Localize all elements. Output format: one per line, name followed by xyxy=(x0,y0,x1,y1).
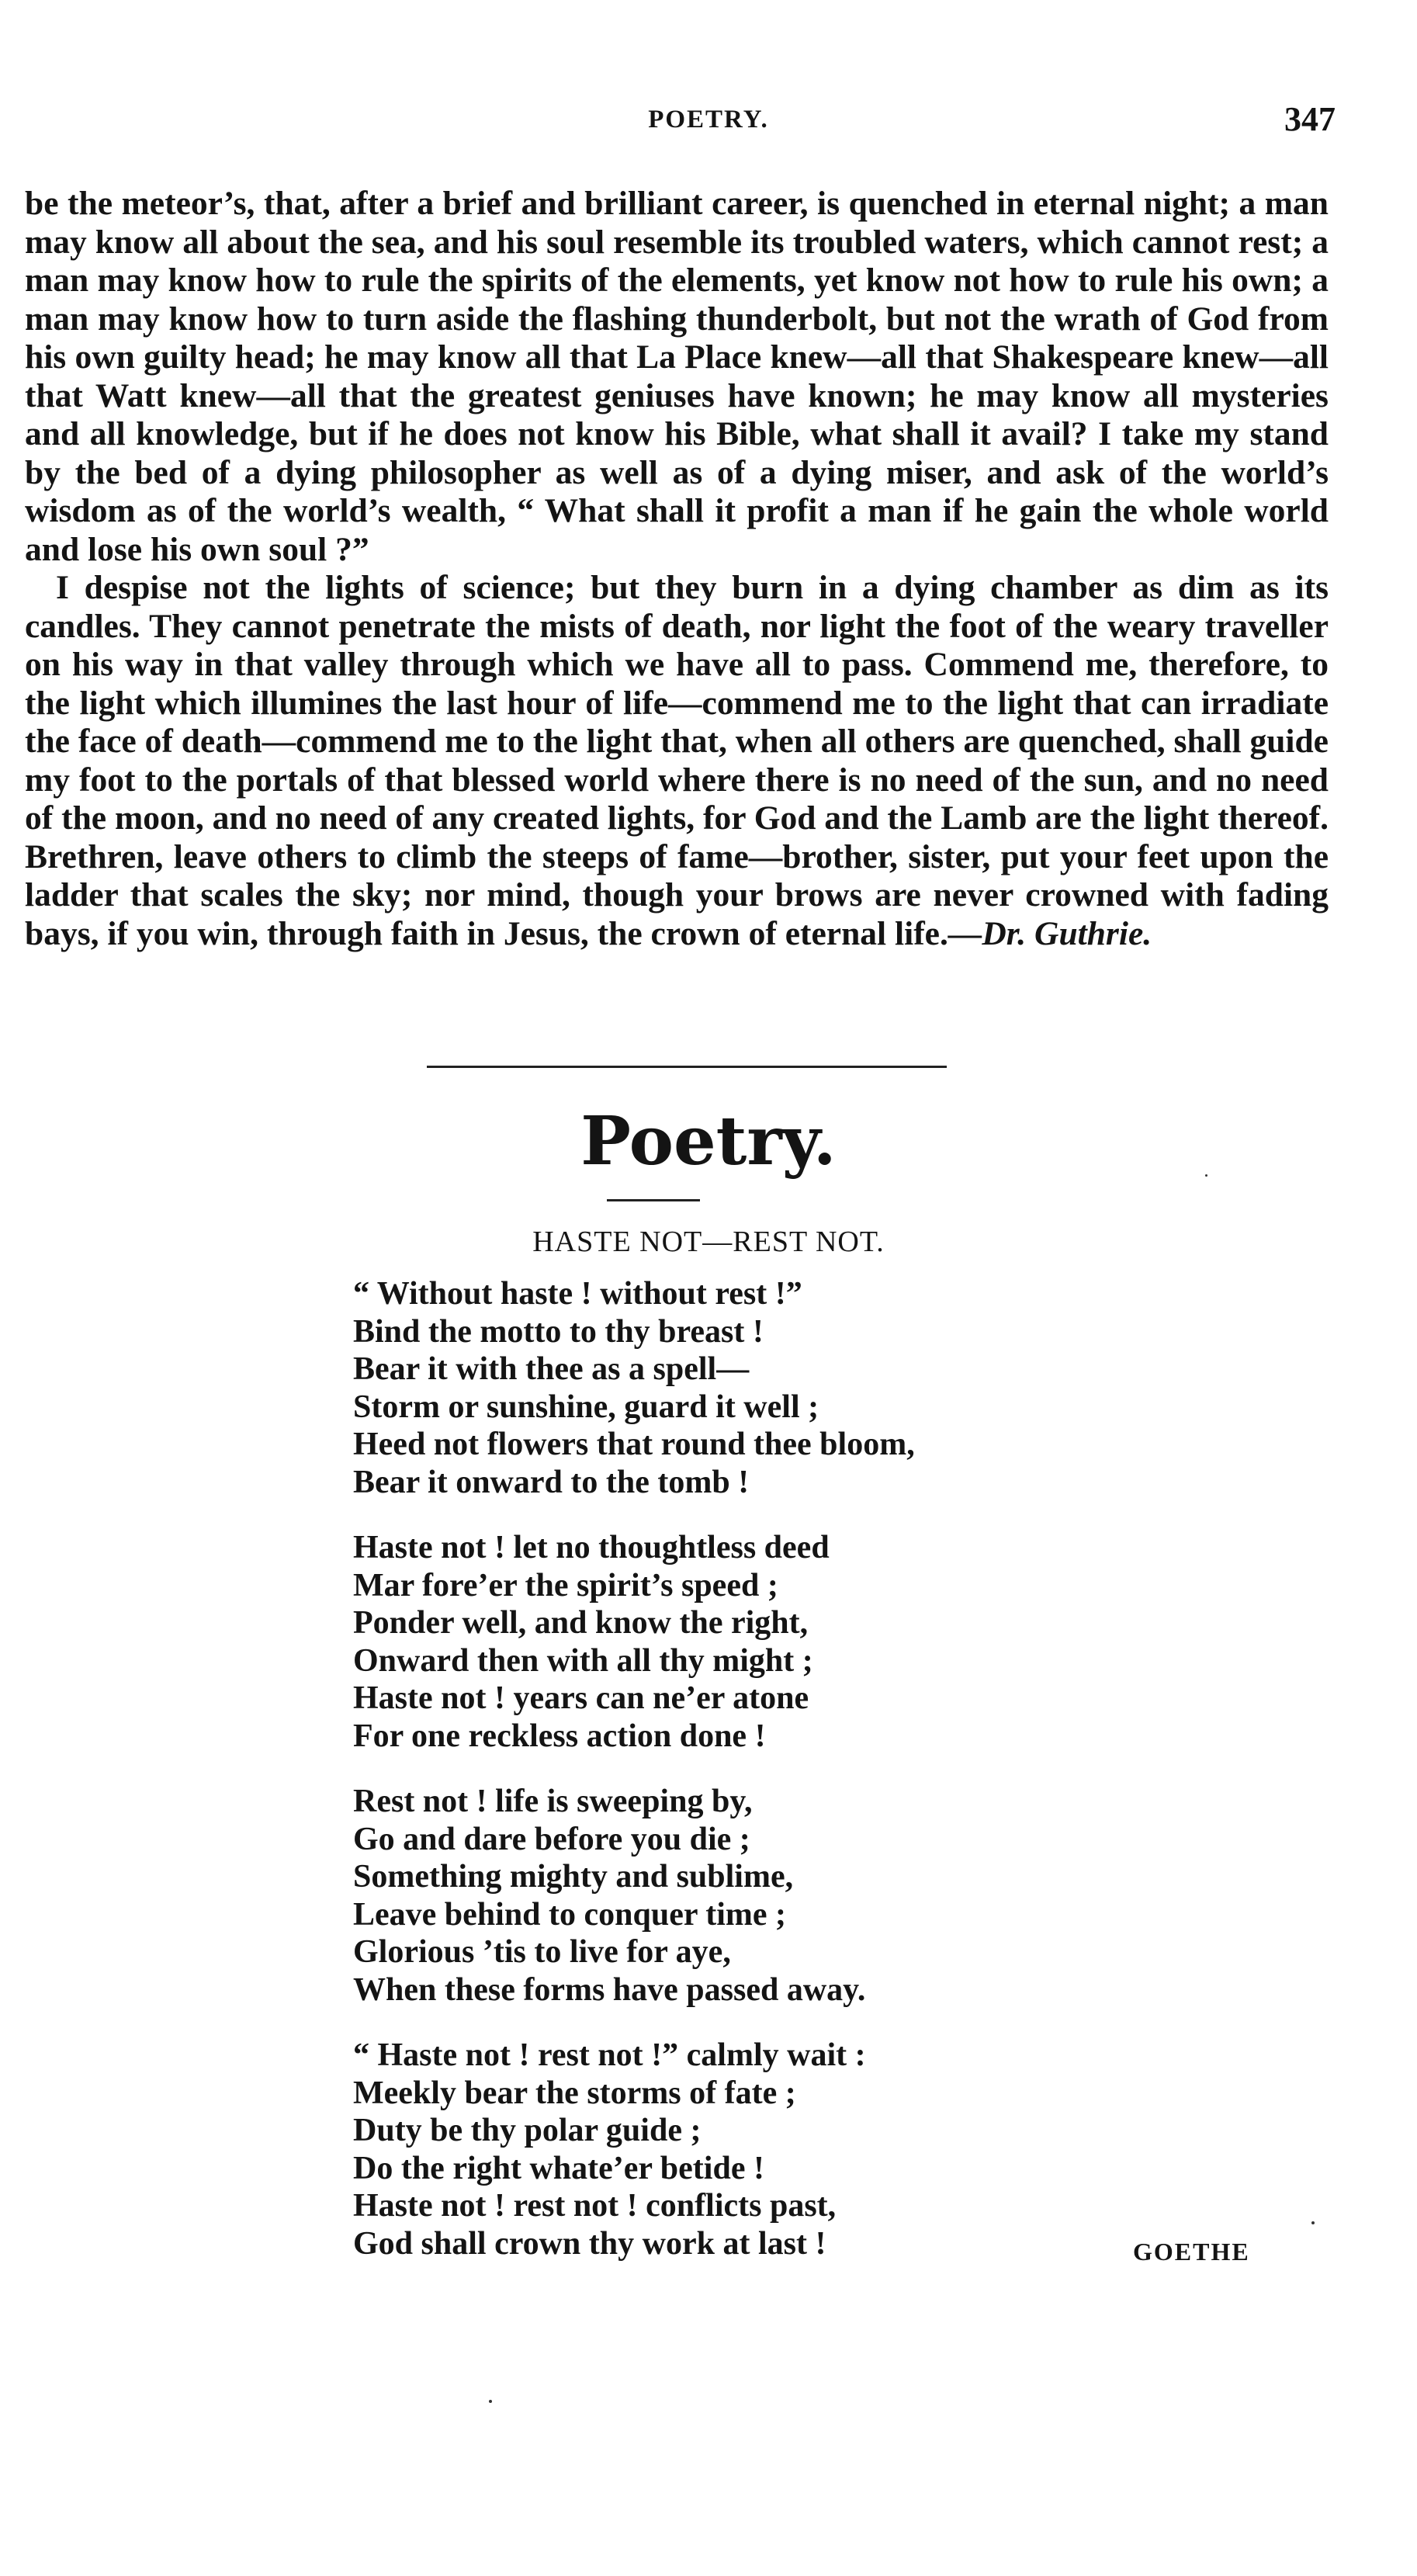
poem-stanza xyxy=(353,1529,1051,1755)
poem-line: Glorious ’tis to live for aye, xyxy=(353,1934,731,1970)
poem-line: When these forms have passed away. xyxy=(353,1971,866,2008)
poem-line: Haste not ! rest not ! conflicts past, xyxy=(353,2188,837,2224)
ink-speck xyxy=(1205,1174,1207,1177)
poem-line: Leave behind to conquer time ; xyxy=(353,1896,787,1933)
section-divider-rule xyxy=(427,1066,947,1068)
prose-body xyxy=(25,185,1329,953)
page-number: 347 xyxy=(1284,100,1336,138)
poem-line: “ Haste not ! rest not !” calmly wait : xyxy=(353,2037,866,2073)
poem-line: Meekly bear the storms of fate ; xyxy=(353,2075,796,2111)
poem-line: Heed not flowers that round thee bloom, xyxy=(353,1427,915,1462)
poem-line: Bear it with thee as a spell— xyxy=(353,1351,750,1387)
poem-line: Rest not ! life is sweeping by, xyxy=(353,1784,753,1819)
prose-paragraph: be the meteor’s, that, after a brief and brilliant career, is quenched in eternal night; a man may know all about the sea, and his soul resemble its troubled waters, which cannot rest; a man may know how to rule the spirits of the elements, yet know not how to rule his own; a man may know how to turn aside the flashing thunderbolt, but not the wrath of God from his own guilty head; he may know all that La Place knew—all that Shakespeare knew—all that Watt knew—all that the greatest geniuses have known; he may know all mysteries and all knowledge, but if he does not know his Bible, what shall it avail? I take my stand by the bed of a dying philosopher as well as of a dying miser, and ask of the world’s wisdom as of the world’s wealth, “ What shall it profit a man if he gain the whole world and lose his own soul ?” xyxy=(25,185,1329,568)
poem-line: Bind the motto to thy breast ! xyxy=(353,1313,764,1350)
ink-speck xyxy=(1311,2221,1315,2224)
poem-title: HASTE NOT—REST NOT. xyxy=(532,1226,885,1258)
poem-line: Onward then with all thy might ; xyxy=(353,1642,813,1679)
poem-stanza xyxy=(353,1783,1051,2009)
prose-attribution: —Dr. Guthrie. xyxy=(948,914,1152,952)
poem-line: Haste not ! years can ne’er atone xyxy=(353,1680,809,1716)
section-heading: Poetry. xyxy=(580,1102,837,1181)
poem-line: “ Without haste ! without rest !” xyxy=(353,1276,802,1312)
ink-speck xyxy=(489,2400,492,2403)
poem-line: God shall crown thy work at last ! xyxy=(353,2225,826,2262)
poem-line: Bear it onward to the tomb ! xyxy=(353,1464,750,1500)
poem-stanza xyxy=(353,2037,1051,2262)
prose-paragraph xyxy=(25,569,1329,953)
poem-stanza xyxy=(353,1275,1051,1501)
poem-line: Ponder well, and know the right, xyxy=(353,1605,809,1641)
prose-paragraph-text: I despise not the lights of science; but they burn in a dying chamber as dim as its candles. They cannot penetrate the mists of death, nor light the foot of the weary traveller on his way in that valley through which we have all to pass. Commend me, therefore, to the light which illumines the last hour of life—commend me to the light that can irradiate the face of death—commend me to the light that, when all others are quenched, shall guide my foot to the portals of that blessed world where there is no need of the sun, and no need of the moon, and no need of any created lights, for God and the Lamb are the light thereof. Brethren, leave others to climb the steeps of fame—brother, sister, put your feet upon the ladder that scales the sky; nor mind, though your brows are never crowned with fading bays, if you win, through faith in Jesus, the crown of eternal life. xyxy=(25,569,1329,952)
poem-line: Mar fore’er the spirit’s speed ; xyxy=(353,1567,778,1603)
running-title: POETRY. xyxy=(648,106,769,133)
poem-line: Do the right whate’er betide ! xyxy=(353,2150,764,2186)
poem-line: Something mighty and sublime, xyxy=(353,1859,794,1895)
poem-line: Go and dare before you die ; xyxy=(353,1821,750,1857)
poem-line: Duty be thy polar guide ; xyxy=(353,2113,702,2148)
poem-line: Storm or sunshine, guard it well ; xyxy=(353,1389,819,1425)
poem-body xyxy=(353,1275,1051,2290)
poem-line: For one reckless action done ! xyxy=(353,1718,766,1754)
heading-underline-rule xyxy=(607,1199,700,1201)
poem-author: GOETHE xyxy=(1133,2238,1250,2266)
poem-line: Haste not ! let no thoughtless deed xyxy=(353,1530,830,1565)
